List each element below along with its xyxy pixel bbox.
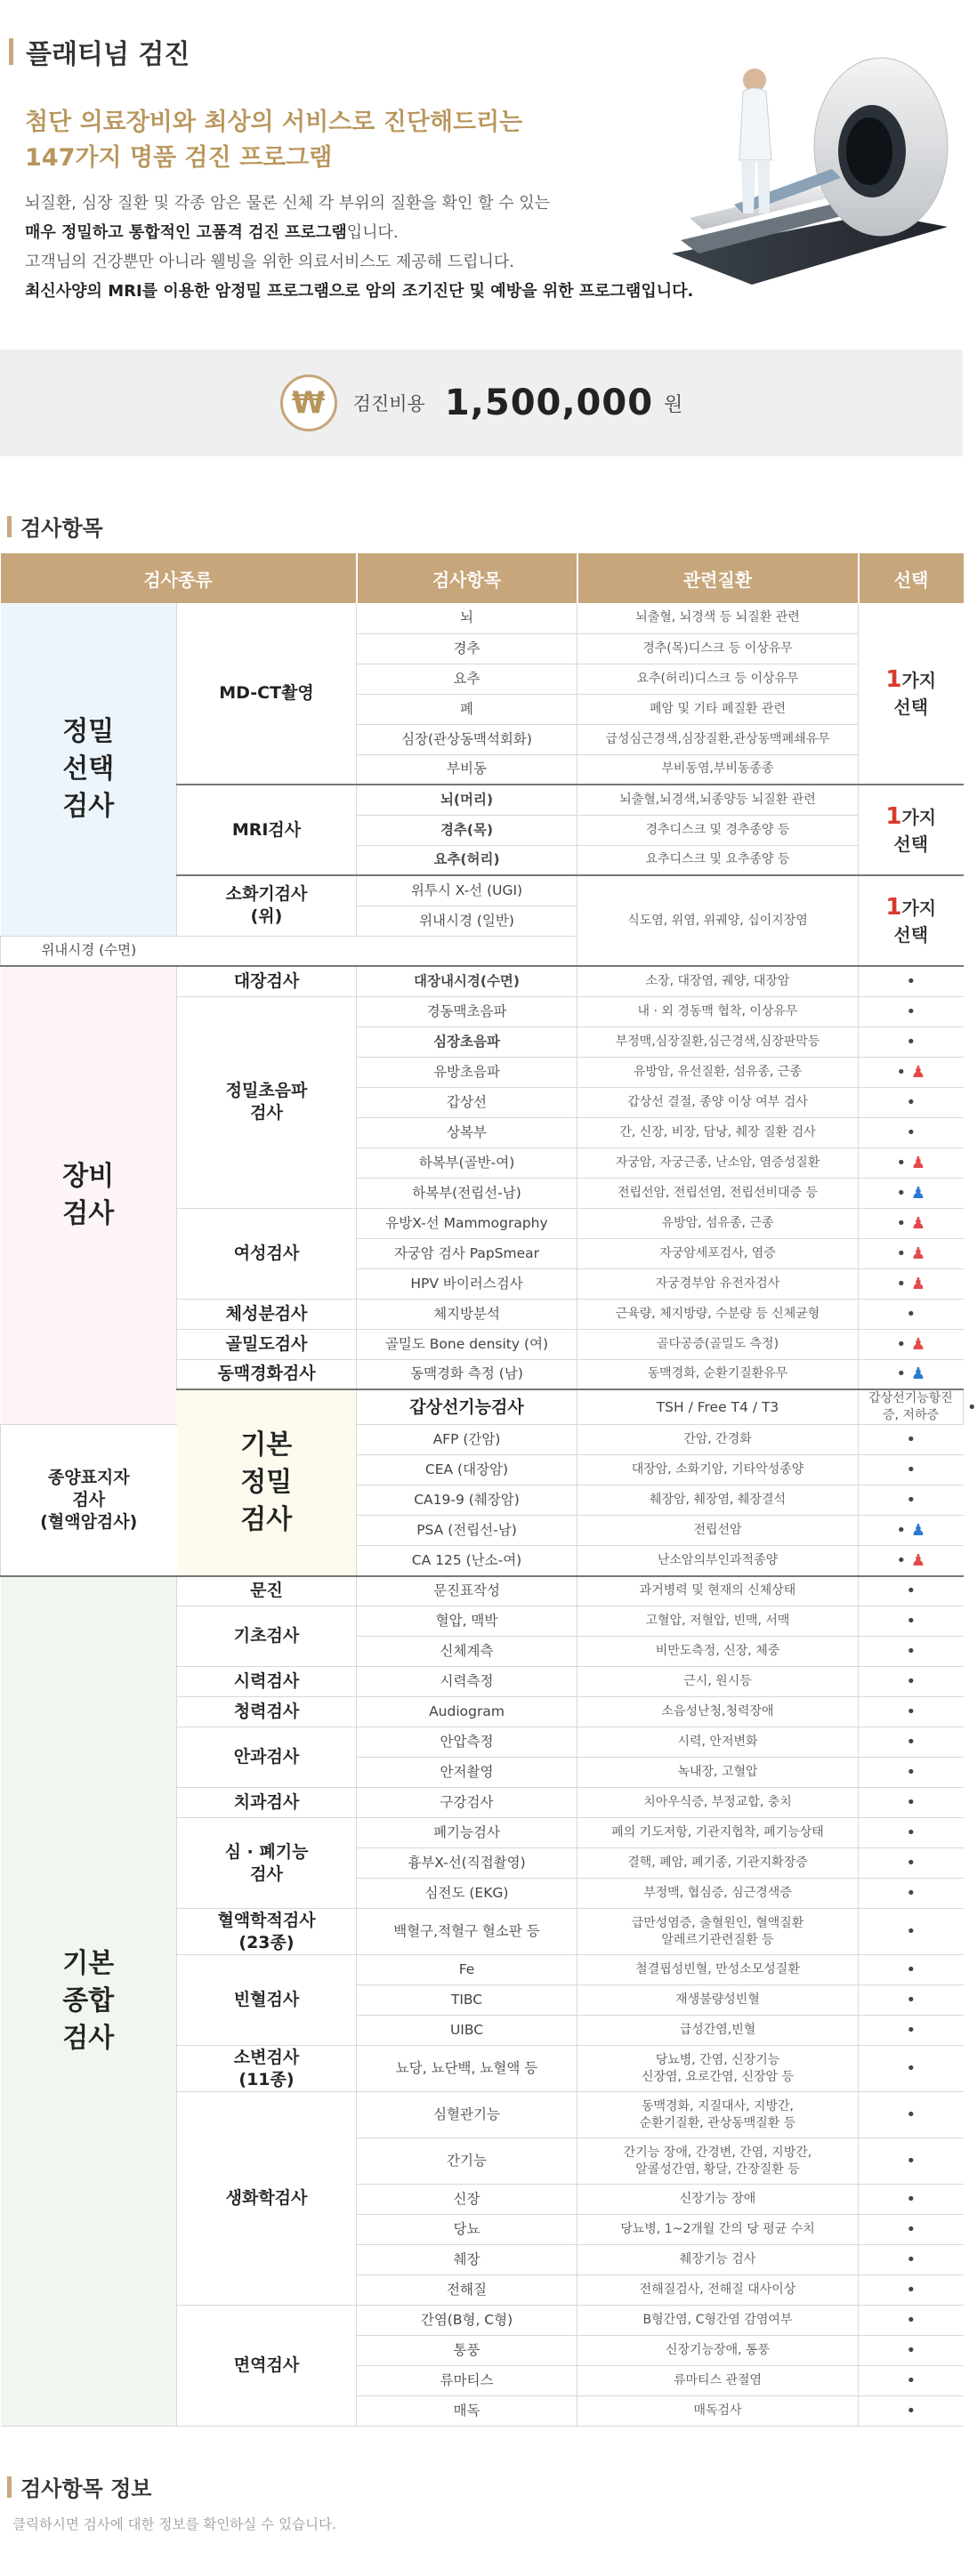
included-mark: •: [859, 1985, 964, 2016]
included-mark: •: [859, 1697, 964, 1727]
related-disease: 갑상선 결절, 종양 이상 여부 검사: [577, 1087, 859, 1117]
related-disease: 급만성염증, 출혈원인, 혈액질환 알레르기관련질환 등: [577, 1909, 859, 1955]
included-mark: •: [859, 1606, 964, 1637]
included-mark: • ♟: [859, 1208, 964, 1238]
exam-item: 시력측정: [357, 1667, 577, 1697]
included-mark: • ♟: [859, 1359, 964, 1389]
won-icon: ₩: [280, 374, 337, 431]
related-disease: 신장기능장애, 통풍: [577, 2336, 859, 2366]
related-disease: 녹내장, 고혈압: [577, 1758, 859, 1788]
exam-item: 폐기능검사: [357, 1818, 577, 1848]
exam-item: Audiogram: [357, 1697, 577, 1727]
female-icon: ♟: [906, 1274, 925, 1293]
included-mark: •: [859, 1848, 964, 1879]
included-mark: •: [859, 1299, 964, 1329]
category-label: 갑상선기능검사: [357, 1389, 577, 1425]
header-select: 선택: [859, 553, 964, 603]
group-label: 장비 검사: [1, 966, 177, 1425]
exam-item: 하복부(골반-여): [357, 1147, 577, 1178]
related-disease: 치아우식증, 부정교합, 충치: [577, 1788, 859, 1818]
included-mark: •: [859, 1667, 964, 1697]
category-label: 빈혈검사: [177, 1955, 357, 2046]
related-disease: 골다공증(골밀도 측정): [577, 1329, 859, 1359]
related-disease: 동맥경화, 순환기질환유무: [577, 1359, 859, 1389]
table-row: [1, 966, 964, 996]
section-accent-bar: [7, 2476, 12, 2498]
exam-item: Fe: [357, 1955, 577, 1985]
header-disease: 관련질환: [577, 553, 859, 603]
included-mark: •: [859, 2185, 964, 2215]
exam-item: 안압측정: [357, 1727, 577, 1758]
related-disease: 갑상선기능항진증, 저하증: [859, 1389, 964, 1425]
included-mark: •: [859, 1758, 964, 1788]
category-label: 정밀초음파 검사: [177, 996, 357, 1208]
category-label: 체성분검사: [177, 1299, 357, 1329]
related-disease: 췌장암, 췌장염, 췌장결석: [577, 1485, 859, 1516]
included-mark: •: [859, 2016, 964, 2046]
exam-item: CA19-9 (췌장암): [357, 1485, 577, 1516]
header-item: 검사항목: [357, 553, 577, 603]
exam-item: 하복부(전립선-남): [357, 1178, 577, 1208]
exam-item: UIBC: [357, 2016, 577, 2046]
related-disease: 요추(허리)디스크 등 이상유무: [577, 664, 859, 694]
category-label: 안과검사: [177, 1727, 357, 1788]
exam-item: 위투시 X-선 (UGI): [357, 875, 577, 906]
exam-items-table: [0, 553, 977, 2427]
related-disease: 소음성난청,청력장애: [577, 1697, 859, 1727]
exam-item: 전해질: [357, 2275, 577, 2306]
exam-item: 위내시경 (일반): [357, 906, 577, 936]
included-mark: •: [859, 1485, 964, 1516]
exam-item: 부비동: [357, 754, 577, 785]
related-disease: 자궁경부암 유전자검사: [577, 1268, 859, 1299]
category-label: 심 · 폐기능 검사: [177, 1818, 357, 1909]
related-disease: 난소암의부인과적종양: [577, 1546, 859, 1576]
included-mark: • ♟: [859, 1238, 964, 1268]
male-icon: ♟: [906, 1183, 925, 1203]
exam-item: 경추(목): [357, 815, 577, 845]
included-mark: • ♟: [859, 1147, 964, 1178]
related-disease: 뇌출혈, 뇌경색 등 뇌질환 관련: [577, 603, 859, 633]
included-mark: •: [859, 1788, 964, 1818]
exam-item: TSH / Free T4 / T3: [577, 1389, 859, 1425]
title-accent-bar: [9, 38, 13, 65]
female-icon: ♟: [906, 1244, 925, 1263]
header-type: 검사종류: [1, 553, 357, 603]
exam-item: CA 125 (난소-여): [357, 1546, 577, 1576]
price-unit: 원: [664, 393, 683, 416]
price-value: 1,500,000: [444, 382, 654, 423]
section-title-items: 검사항목: [7, 511, 103, 542]
table-row: 기본 정밀 검사 갑상선기능검사 TSH / Free T4 / T3 갑상선기능항진증, 저하증 •: [1, 1389, 964, 1425]
hero-headline-2: 147가지 명품 검진 프로그램: [25, 144, 333, 172]
exam-item: 당뇨: [357, 2215, 577, 2245]
related-disease: 폐의 기도저항, 기관지협착, 폐기능상태: [577, 1818, 859, 1848]
included-mark: •: [859, 2366, 964, 2396]
exam-item: TIBC: [357, 1985, 577, 2016]
related-disease: 전립선암: [577, 1516, 859, 1546]
included-mark: •: [859, 2336, 964, 2366]
included-mark: •: [859, 2092, 964, 2138]
exam-item: 위내시경 (수면): [1, 936, 177, 966]
related-disease: 철결핍성빈혈, 만성소모성질환: [577, 1955, 859, 1985]
hero-intro: [25, 105, 693, 306]
included-mark: •: [859, 1117, 964, 1147]
related-disease: 경추(목)디스크 등 이상유무: [577, 633, 859, 664]
male-icon: ♟: [906, 1521, 925, 1540]
select-count: 1가지 선택: [859, 875, 964, 966]
exam-item: 뇌(머리): [357, 785, 577, 815]
related-disease: 류마티스 관절염: [577, 2366, 859, 2396]
exam-item: 심장초음파: [357, 1026, 577, 1057]
exam-item: AFP (간암): [357, 1425, 577, 1455]
related-disease: 전립선암, 전립선염, 전립선비대증 등: [577, 1178, 859, 1208]
exam-item: 통풍: [357, 2336, 577, 2366]
exam-item: 심전도 (EKG): [357, 1879, 577, 1909]
included-mark: • ♟: [859, 1516, 964, 1546]
related-disease: 신장기능 장애: [577, 2185, 859, 2215]
category-label: 문진: [177, 1576, 357, 1606]
included-mark: •: [859, 1727, 964, 1758]
exam-item: 자궁암 검사 PapSmear: [357, 1238, 577, 1268]
page-title-text: 플래티넘 검진: [26, 39, 190, 70]
table-header-row: [1, 553, 964, 603]
related-disease: 췌장기능 검사: [577, 2245, 859, 2275]
included-mark: •: [859, 1455, 964, 1485]
section-accent-bar: [7, 516, 12, 537]
exam-item: 류마티스: [357, 2366, 577, 2396]
price-band: [0, 350, 963, 456]
exam-item: 경추: [357, 633, 577, 664]
related-disease: 급성심근경색,심장질환,관상동맥폐쇄유무: [577, 724, 859, 754]
exam-item: 골밀도 Bone density (여): [357, 1329, 577, 1359]
related-disease: 급성간염,빈혈: [577, 2016, 859, 2046]
category-label: 대장검사: [177, 966, 357, 996]
female-icon: ♟: [906, 1213, 925, 1233]
exam-item: 유방초음파: [357, 1057, 577, 1087]
section-title-info: 검사항목 정보: [7, 2471, 151, 2502]
related-disease: 폐암 및 기타 폐질환 관련: [577, 694, 859, 724]
related-disease: 부정맥, 협심증, 심근경색증: [577, 1879, 859, 1909]
exam-item: 체지방분석: [357, 1299, 577, 1329]
exam-item: 신체계측: [357, 1637, 577, 1667]
hero-paragraph-4: 최신사양의 MRI를 이용한 암정밀 프로그램으로 암의 조기진단 및 예방을 위한 프로그램입니다.: [25, 282, 694, 301]
included-mark: •: [859, 1818, 964, 1848]
hero-paragraph-3: 고객님의 건강뿐만 아니라 웰빙을 위한 의료서비스도 제공해 드립니다.: [25, 253, 515, 271]
exam-item: 간기능: [357, 2138, 577, 2185]
included-mark: •: [859, 1909, 964, 1955]
exam-item: 요추(허리): [357, 845, 577, 875]
exam-item: 백혈구,적혈구 혈소판 등: [357, 1909, 577, 1955]
related-disease: 결핵, 폐암, 폐기종, 기관지확장증: [577, 1848, 859, 1879]
female-icon: ♟: [906, 1550, 925, 1570]
category-label: 기초검사: [177, 1606, 357, 1667]
related-disease: 내 · 외 경동맥 협착, 이상유무: [577, 996, 859, 1026]
exam-item: 간염(B형, C형): [357, 2306, 577, 2336]
related-disease: 당뇨병, 1~2개월 간의 당 평균 수치: [577, 2215, 859, 2245]
category-label: 소변검사 (11종): [177, 2046, 357, 2092]
category-label: 면역검사: [177, 2306, 357, 2427]
female-icon: ♟: [906, 1062, 925, 1082]
included-mark: • ♟: [859, 1268, 964, 1299]
included-mark: •: [859, 2306, 964, 2336]
exam-item: 구강검사: [357, 1788, 577, 1818]
exam-item: CEA (대장암): [357, 1455, 577, 1485]
related-disease: 동맥경화, 지질대사, 지방간, 순환기질환, 관상동맥질환 등: [577, 2092, 859, 2138]
related-disease: 매독검사: [577, 2396, 859, 2427]
included-mark: •: [859, 1087, 964, 1117]
exam-item: 폐: [357, 694, 577, 724]
male-icon: ♟: [906, 1364, 925, 1384]
related-disease: 자궁암, 자궁근종, 난소암, 염증성질환: [577, 1147, 859, 1178]
exam-item: 매독: [357, 2396, 577, 2427]
exam-item: HPV 바이러스검사: [357, 1268, 577, 1299]
exam-item: 췌장: [357, 2245, 577, 2275]
exam-item: 요추: [357, 664, 577, 694]
related-disease: 시력, 안저변화: [577, 1727, 859, 1758]
included-mark: •: [859, 1955, 964, 1985]
table-row: [1, 1425, 964, 1455]
related-disease: 부정맥,심장질환,심근경색,심장판막등: [577, 1026, 859, 1057]
included-mark: •: [859, 2245, 964, 2275]
exam-item: 경동맥초음파: [357, 996, 577, 1026]
included-mark: •: [859, 1425, 964, 1455]
included-mark: • ♟: [859, 1178, 964, 1208]
info-note: 클릭하시면 검사에 대한 정보를 확인하실 수 있습니다.: [12, 2516, 336, 2532]
related-disease: 과거병력 및 현재의 신체상태: [577, 1576, 859, 1606]
exam-item: 심장(관상동맥석회화): [357, 724, 577, 754]
category-label: 생화학검사: [177, 2092, 357, 2306]
included-mark: •: [859, 1637, 964, 1667]
related-disease: 자궁암세포검사, 염증: [577, 1238, 859, 1268]
related-disease: 경추디스크 및 경추종양 등: [577, 815, 859, 845]
hero-paragraph-2: 매우 정밀하고 통합적인 고품격 검진 프로그램입니다.: [25, 223, 399, 242]
select-count: 1가지 선택: [859, 603, 964, 785]
category-label: MD-CT촬영: [177, 603, 357, 785]
price-label: 검진비용: [352, 393, 425, 415]
exam-item: 안저촬영: [357, 1758, 577, 1788]
exam-item: 유방X-선 Mammography: [357, 1208, 577, 1238]
hero-paragraph-1: 뇌질환, 심장 질환 및 각종 암은 물론 신체 각 부위의 질환을 확인 할 수 있는: [25, 194, 551, 213]
included-mark: • ♟: [859, 1329, 964, 1359]
exam-item: 갑상선: [357, 1087, 577, 1117]
exam-item: 대장내시경(수면): [357, 966, 577, 996]
related-disease: 유방암, 섬유종, 근종: [577, 1208, 859, 1238]
exam-item: 뇨당, 뇨단백, 뇨혈액 등: [357, 2046, 577, 2092]
related-disease: 뇌출혈,뇌경색,뇌종양등 뇌질환 관련: [577, 785, 859, 815]
included-mark: •: [859, 966, 964, 996]
related-disease: 부비동염,부비동종종: [577, 754, 859, 785]
included-mark: •: [859, 2275, 964, 2306]
category-label: 소화기검사 (위): [177, 875, 357, 936]
exam-item: 신장: [357, 2185, 577, 2215]
related-disease: 근시, 원시등: [577, 1667, 859, 1697]
exam-item: 상복부: [357, 1117, 577, 1147]
category-label: MRI검사: [177, 785, 357, 875]
related-disease: 유방암, 유선질환, 섬유종, 근종: [577, 1057, 859, 1087]
related-disease: 대장암, 소화기암, 기타악성종양: [577, 1455, 859, 1485]
included-mark: •: [859, 2396, 964, 2427]
related-disease: 재생불량성빈혈: [577, 1985, 859, 2016]
included-mark: •: [859, 2046, 964, 2092]
related-disease: 전해질검사, 전해질 대사이상: [577, 2275, 859, 2306]
female-icon: ♟: [906, 1153, 925, 1172]
related-disease: 소장, 대장염, 궤양, 대장암: [577, 966, 859, 996]
category-label: 시력검사: [177, 1667, 357, 1697]
related-disease: 비만도측정, 신장, 체중: [577, 1637, 859, 1667]
group-label: 기본 정밀 검사: [177, 1389, 357, 1576]
related-disease: 간암, 간경화: [577, 1425, 859, 1455]
category-label: 종양표지자 검사 (혈액암검사): [1, 1425, 177, 1576]
select-count: 1가지 선택: [859, 785, 964, 875]
exam-item: PSA (전립선-남): [357, 1516, 577, 1546]
category-label: 여성검사: [177, 1208, 357, 1299]
included-mark: •: [859, 1026, 964, 1057]
related-disease: 간기능 장애, 간경변, 간염, 지방간, 알콜성간염, 황달, 간장질환 등: [577, 2138, 859, 2185]
category-label: 치과검사: [177, 1788, 357, 1818]
included-mark: •: [859, 1576, 964, 1606]
category-label: 동맥경화검사: [177, 1359, 357, 1389]
exam-item: 심혈관기능: [357, 2092, 577, 2138]
included-mark: •: [859, 2138, 964, 2185]
included-mark: •: [859, 996, 964, 1026]
related-disease: B형간염, C형간염 감염여부: [577, 2306, 859, 2336]
included-mark: •: [859, 1879, 964, 1909]
group-label: 기본 종합 검사: [1, 1576, 177, 2427]
related-disease: 간, 신장, 비장, 담낭, 췌장 질환 검사: [577, 1117, 859, 1147]
related-disease: 식도염, 위염, 위궤양, 십이지장염: [577, 875, 859, 966]
included-mark: • ♟: [859, 1057, 964, 1087]
exam-item: 흉부X-선(직접촬영): [357, 1848, 577, 1879]
group-label: 정밀 선택 검사: [1, 603, 177, 936]
included-mark: •: [859, 2215, 964, 2245]
related-disease: 고혈압, 저혈압, 빈맥, 서맥: [577, 1606, 859, 1637]
table-row: [1, 603, 964, 633]
page-title: [9, 32, 190, 71]
related-disease: 근육량, 체지방량, 수분량 등 신체균형: [577, 1299, 859, 1329]
mri-scanner-image: [654, 36, 957, 294]
hero-headline-1: 첨단 의료장비와 최상의 서비스로 진단해드리는: [25, 109, 523, 136]
female-icon: ♟: [906, 1334, 925, 1354]
exam-item: 동맥경화 측정 (남): [357, 1359, 577, 1389]
exam-item: 혈압, 맥박: [357, 1606, 577, 1637]
exam-item: 문진표작성: [357, 1576, 577, 1606]
table-row: [1, 1576, 964, 1606]
exam-item: 뇌: [357, 603, 577, 633]
category-label: 혈액학적검사 (23종): [177, 1909, 357, 1955]
related-disease: 요추디스크 및 요추종양 등: [577, 845, 859, 875]
included-mark: • ♟: [859, 1546, 964, 1576]
related-disease: 당뇨병, 간염, 신장기능 신장염, 요로간염, 신장암 등: [577, 2046, 859, 2092]
category-label: 골밀도검사: [177, 1329, 357, 1359]
category-label: 청력검사: [177, 1697, 357, 1727]
